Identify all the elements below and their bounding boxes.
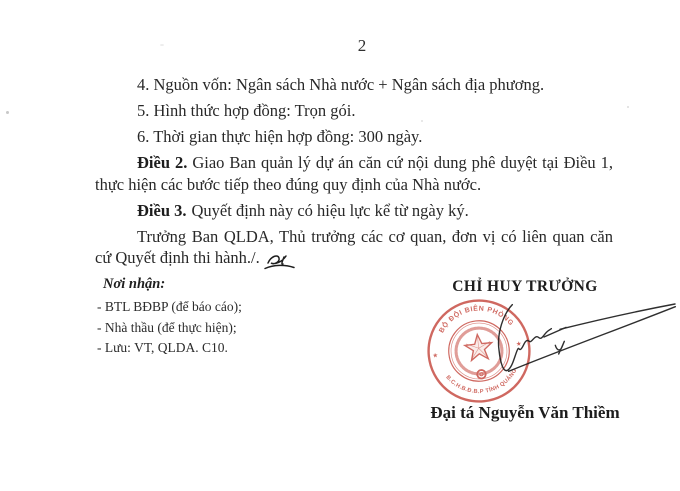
initials-stroke [268, 256, 286, 264]
recipient-item: - Lưu: VT, QLDA. C10. [97, 340, 228, 355]
paragraph-article-3 [95, 200, 613, 222]
scan-speck [627, 106, 629, 108]
recipients-block [97, 276, 297, 359]
signature-loop-stroke [499, 305, 552, 371]
scan-speck [6, 111, 9, 114]
scan-speck [160, 44, 164, 46]
signer-name: Đại tá Nguyễn Văn Thiềm [430, 403, 620, 422]
seal-star-icon: ★ [432, 352, 439, 360]
paragraph-item-5 [95, 100, 613, 122]
paragraph-text: Giao Ban quản lý dự án căn cứ nội dung phê duyệt tại Điều 1, thực hiện các bước tiếp theo đúng quy định của Nhà nước. [95, 153, 614, 194]
handwritten-initials [263, 250, 295, 270]
article-label: Điều 2. [137, 153, 188, 172]
paragraph-enforcement [95, 226, 613, 271]
seal-bottom-text: B.C.H.B.Đ.B.P TỈNH QUẢNG [444, 367, 519, 396]
handwritten-signature [480, 290, 680, 390]
scan-speck [421, 120, 423, 122]
initials-underline [265, 265, 294, 268]
seal-top-text: BỘ ĐỘI BIÊN PHÒNG [438, 305, 515, 335]
paragraph-text: 6. Thời gian thực hiện hợp đồng: 300 ngày. [137, 127, 423, 146]
recipient-item: - BTL BĐBP (để báo cáo); [97, 299, 242, 314]
paragraph-article-2 [95, 152, 613, 195]
paragraph-item-4 [95, 74, 613, 96]
paragraph-text: Trưởng Ban QLDA, Thủ trưởng các cơ quan, đơn vị có liên quan căn cứ Quyết định thi hành./. [95, 226, 613, 267]
paragraph-text: 4. Nguồn vốn: Ngân sách Nhà nước + Ngân sách địa phương. [137, 75, 545, 94]
page-number: 2 [357, 36, 367, 55]
recipients-title: Nơi nhận: [103, 276, 166, 292]
paragraph-text: Quyết định này có hiệu lực kể từ ngày ký. [191, 200, 469, 220]
recipient-item: - Nhà thầu (để thực hiện); [97, 319, 237, 335]
article-label: Điều 3. [137, 200, 187, 220]
seal-star-icon: ★ [515, 340, 523, 349]
paragraph-item-6 [95, 126, 613, 148]
document-body [95, 74, 613, 275]
signature-flourish-upper [560, 304, 675, 329]
signer-role-title: CHỈ HUY TRƯỞNG [452, 278, 598, 295]
paragraph-text: 5. Hình thức hợp đồng: Trọn gói. [137, 101, 356, 120]
